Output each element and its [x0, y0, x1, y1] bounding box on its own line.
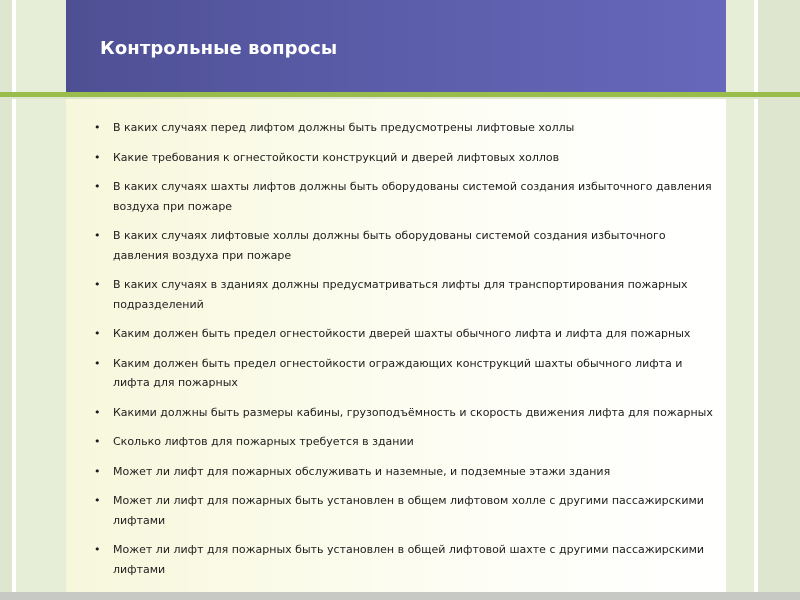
- right-inner-stripe: [726, 0, 754, 600]
- question-item: [94, 275, 718, 314]
- question-list: [94, 118, 718, 589]
- question-text: Может ли лифт для пожарных обслуживать и наземные, и подземные этажи здания: [113, 464, 611, 478]
- question-item: [94, 432, 718, 452]
- question-text: В каких случаях лифтовые холлы должны быть оборудованы системой создания избыточного давления воздуха при пожаре: [113, 229, 666, 262]
- left-outer-stripe: [0, 0, 12, 600]
- question-item: [94, 177, 718, 216]
- question-text: В каких случаях шахты лифтов должны быть оборудованы системой создания избыточного давления воздуха при пожаре: [113, 180, 712, 213]
- question-item: [94, 491, 718, 530]
- question-text: Какими должны быть размеры кабины, грузоподъёмность и скорость движения лифта для пожарных: [113, 405, 713, 419]
- right-outer-stripe: [758, 0, 800, 600]
- question-text: Какие требования к огнестойкости конструкций и дверей лифтовых холлов: [113, 150, 560, 164]
- bullet-icon: •: [94, 435, 101, 448]
- question-text: Может ли лифт для пожарных быть установлен в общей лифтовой шахте с другими пассажирскими лифтами: [113, 543, 705, 576]
- question-text: В каких случаях в зданиях должны предусматриваться лифты для транспортирования пожарных подразделений: [113, 278, 688, 311]
- question-item: [94, 354, 718, 393]
- bullet-icon: •: [94, 180, 101, 193]
- bullet-icon: •: [94, 405, 101, 419]
- bullet-icon: •: [94, 356, 101, 370]
- bullet-icon: •: [94, 327, 101, 340]
- question-item: [94, 540, 718, 579]
- bullet-icon: •: [94, 494, 101, 507]
- bottom-bar: [0, 592, 800, 600]
- question-item: [94, 148, 718, 168]
- question-item: [94, 226, 718, 265]
- bullet-icon: •: [94, 543, 101, 556]
- question-item: [94, 462, 718, 482]
- question-text: В каких случаях перед лифтом должны быть предусмотрены лифтовые холлы: [113, 121, 575, 134]
- question-item: [94, 118, 718, 138]
- question-text: Каким должен быть предел огнестойкости дверей шахты обычного лифта и лифта для пожарных: [113, 327, 691, 340]
- slide-title: Контрольные вопросы: [100, 38, 338, 59]
- bullet-icon: •: [94, 464, 101, 478]
- question-text: Каким должен быть предел огнестойкости ограждающих конструкций шахты обычного лифта и лифта для пожарных: [113, 356, 683, 389]
- question-item: [94, 403, 718, 423]
- bullet-icon: •: [94, 278, 101, 291]
- bullet-icon: •: [94, 229, 101, 242]
- question-item: [94, 324, 718, 344]
- question-text: Может ли лифт для пожарных быть установлен в общем лифтовом холле с другими пассажирскими лифтами: [113, 494, 704, 527]
- left-inner-stripe: [16, 0, 66, 600]
- bullet-icon: •: [94, 121, 101, 134]
- question-text: Сколько лифтов для пожарных требуется в здании: [113, 435, 414, 448]
- bullet-icon: •: [94, 150, 101, 164]
